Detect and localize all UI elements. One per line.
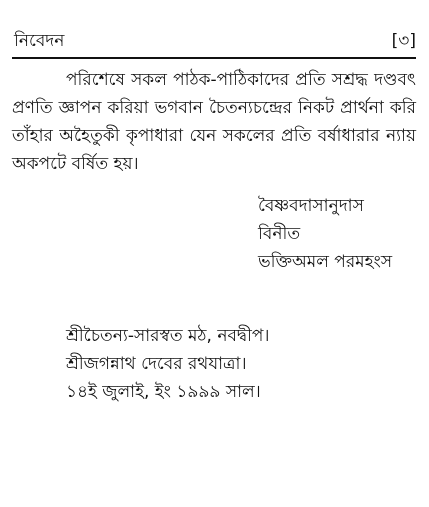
occasion-line: শ্রীজগন্নাথ দেবের রথযাত্রা। bbox=[66, 354, 247, 374]
date-line: ১৪ই জুলাই, ইং ১৯৯৯ সাল। bbox=[66, 382, 261, 402]
header-rule bbox=[12, 57, 416, 59]
page-number: [৩] bbox=[391, 31, 416, 51]
place-line: শ্রীচৈতন্য-সারস্বত মঠ, নবদ্বীপ। bbox=[66, 326, 270, 346]
page-header bbox=[12, 28, 416, 54]
signature-line-1: বৈষ্ণবদাসানুদাস bbox=[258, 196, 364, 216]
signature-line-2: বিনীত bbox=[258, 224, 301, 244]
signature-name: ভক্তিঅমল পরমহংস bbox=[258, 252, 393, 272]
place-date-block bbox=[66, 322, 270, 406]
signature-block bbox=[258, 192, 392, 276]
page-title: নিবেদন bbox=[14, 31, 65, 51]
body-paragraph: পরিশেষে সকল পাঠক-পাঠিকাদের প্রতি সশ্রদ্ধ দণ্ডবৎ প্রণতি জ্ঞাপন করিয়া ভগবান চৈতন্যচন্দ্রের নিকট প্রার্থনা করি তাঁহার অহৈতুকী কৃপাধারা যেন সকলের প্রতি বর্ষাধারার ন্যায় অকপটে বর্ষিত হয়। bbox=[12, 70, 416, 174]
